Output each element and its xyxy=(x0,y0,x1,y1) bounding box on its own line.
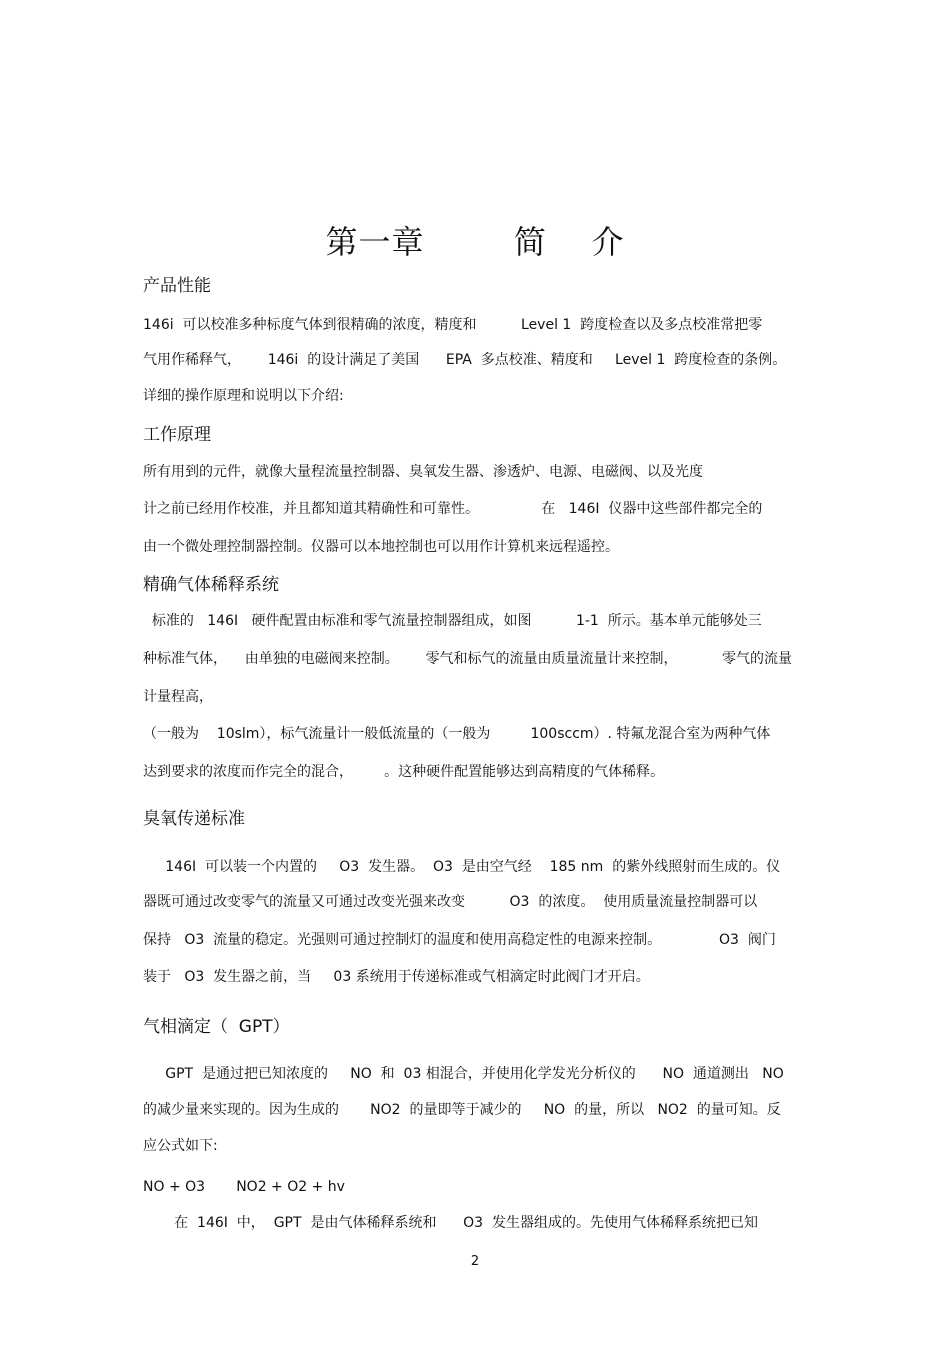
formula-line: NO + O3 NO2 + O2 + hv xyxy=(143,1179,345,1195)
section-heading-product-performance: 产品性能 xyxy=(143,276,211,296)
paragraph-line: 达到要求的浓度而作完全的混合， 。这种硬件配置能够达到高精度的气体稀释。 xyxy=(143,764,665,780)
paragraph-line: 详细的操作原理和说明以下介绍: xyxy=(143,388,344,404)
paragraph-line: 气用作稀释气， 146i 的设计满足了美国 EPA 多点校准、精度和 Level 1 跨度检查的条例。 xyxy=(143,352,787,368)
paragraph-line: 所有用到的元件，就像大量程流量控制器、臭氧发生器、渗透炉、电源、电磁阀、以及光度 xyxy=(143,464,703,480)
section-heading-gpt: 气相滴定（ GPT） xyxy=(143,1017,290,1037)
paragraph-line: 146I 可以装一个内置的 O3 发生器。 O3 是由空气经 185 nm 的紫外线照射而生成的。仪 xyxy=(143,859,781,875)
page-number: 2 xyxy=(470,1254,480,1269)
paragraph-line: 应公式如下: xyxy=(143,1138,218,1154)
paragraph-line: 由一个微处理控制器控制。仪器可以本地控制也可以用作计算机来远程遥控。 xyxy=(143,539,619,555)
paragraph-line: 计之前已经用作校准，并且都知道其精确性和可靠性。 在 146I 仪器中这些部件都完全的 xyxy=(143,501,763,517)
paragraph-line: 种标准气体， 由单独的电磁阀来控制。 零气和标气的流量由质量流量计来控制， 零气的流量 xyxy=(143,651,793,667)
paragraph-line: 器既可通过改变零气的流量又可通过改变光强来改变 O3 的浓度。 使用质量流量控制器可以 xyxy=(143,894,758,910)
paragraph-line: GPT 是通过把已知浓度的 NO 和 03 相混合，并使用化学发光分析仪的 NO 通道测出 NO xyxy=(143,1066,784,1082)
paragraph-line: 装于 O3 发生器之前，当 03 系统用于传递标准或气相滴定时此阀门才开启。 xyxy=(143,969,650,985)
paragraph-line: 保持 O3 流量的稳定。光强则可通过控制灯的温度和使用高稳定性的电源来控制。 O3 阀门 xyxy=(143,932,776,948)
paragraph-line: 的减少量来实现的。因为生成的 NO2 的量即等于减少的 NO 的量，所以 NO2 的量可知。反 xyxy=(143,1102,781,1118)
section-heading-working-principle: 工作原理 xyxy=(143,425,211,445)
paragraph-line: 146i 可以校准多种标度气体到很精确的浓度，精度和 Level 1 跨度检查以及多点校准常把零 xyxy=(143,317,763,333)
paragraph-line: 标准的 146I 硬件配置由标准和零气流量控制器组成，如图 1-1 所示。基本单元能够处三 xyxy=(143,613,762,629)
paragraph-line: 在 146I 中， GPT 是由气体稀释系统和 O3 发生器组成的。先使用气体稀释系统把已知 xyxy=(143,1215,758,1231)
chapter-title: 第一章 简 介 xyxy=(325,223,625,261)
paragraph-line: 计量程高， xyxy=(143,689,213,705)
section-heading-gas-dilution: 精确气体稀释系统 xyxy=(143,575,279,595)
section-heading-ozone-transfer: 臭氧传递标准 xyxy=(143,809,245,829)
paragraph-line: （一般为 10slm），标气流量计一般低流量的（一般为 100sccm）. 特氟龙混合室为两种气体 xyxy=(143,726,771,742)
